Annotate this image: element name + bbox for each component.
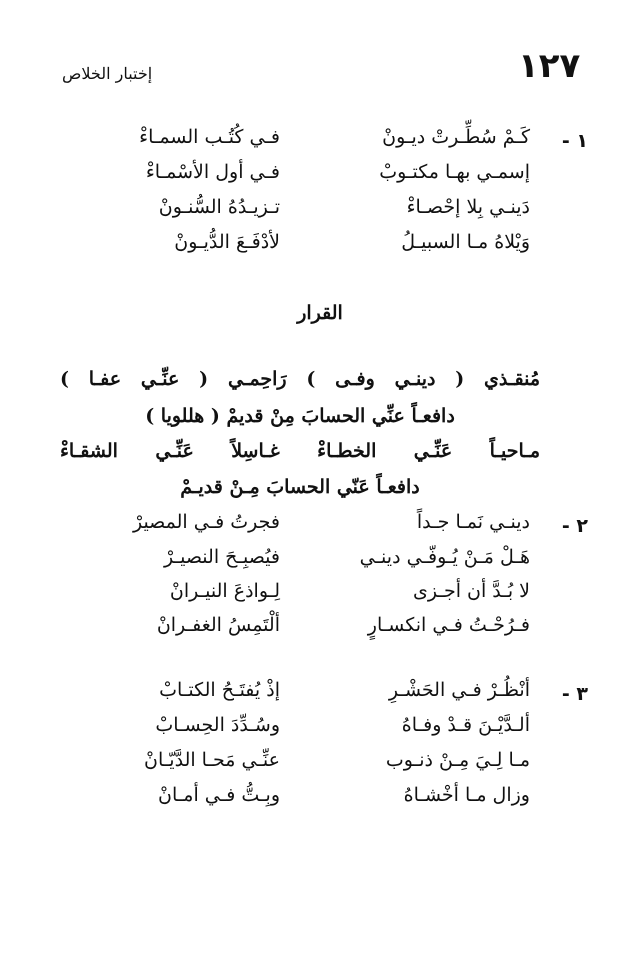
verse-first-half: وزال مـا أخْشـاهُ (403, 784, 530, 806)
verse-second-half: فـي أول الأسْمـاءْ (145, 161, 280, 183)
verse-line (60, 679, 530, 713)
verse-second-half: وسُـدِّدَ الحِسـابْ (155, 714, 280, 736)
verse-line (60, 161, 530, 195)
running-title: إختبار الخلاص (62, 64, 153, 83)
verse-second-half: فجرتُ فـي المصيرْ (132, 511, 280, 533)
chorus-line: مـاحيـاً عَنِّـي الخطـاءْ غـاسِلاً عَنِّـي الشقـاءْ (60, 440, 540, 462)
verse-first-half: ألـدَّيْـنَ قـدْ وفـاهُ (401, 714, 530, 736)
verse-second-half: فيُصبِـحَ النصيـرْ (164, 546, 280, 568)
verse-line (60, 749, 530, 783)
verse-second-half: لأدْفَـعَ الدُّيـونْ (174, 231, 280, 253)
verse-line (60, 784, 530, 818)
verse-line (60, 714, 530, 748)
chorus-line: دافعـاً عَنّي الحسابَ مِـنْ قديـمْ (180, 476, 420, 498)
page-number: ١٢٧ (518, 46, 581, 86)
verse-first-half: فـرُحْـتُ فـي انكسـارٍ (367, 614, 530, 636)
verse-second-half: ألْتَمِسُ الغفـرانْ (156, 614, 280, 636)
verse-first-half: أنْظُـرْ فـي الحَشْـرِ (388, 679, 530, 701)
verse-line (60, 546, 530, 580)
verse-first-half: مـا لِـيَ مِـنْ ذنـوب (385, 749, 530, 771)
chorus-line: مُنقـذي ( دينـي وفـى ) رَاحِمـي ( عنِّـي عفـا ) (60, 368, 540, 390)
chorus-title: القرار (297, 302, 343, 324)
chorus-line: دافعـاً عنِّي الحسابَ مِنْ قديمْ ( هللويا ) (145, 405, 455, 427)
verse-first-half: كَـمْ سُطِّـرتْ ديـونْ (382, 126, 530, 148)
stanza-number: ٢ - (561, 515, 588, 537)
stanza-number: ٣ - (561, 683, 588, 705)
verse-first-half: دَينـي بِلا إحْصـاءْ (406, 196, 530, 218)
verse-line (60, 614, 530, 648)
verse-second-half: تـزيـدُهُ السُّنـونْ (158, 196, 280, 218)
verse-first-half: هَـلْ مَـنْ يُـوفّـي دينـي (359, 546, 530, 568)
verse-second-half: عنِّـي مَحـا الدَّيّـانْ (144, 749, 280, 771)
verse-second-half: لِـواذعَ النيـرانْ (169, 580, 280, 602)
verse-first-half: إسمـي بهـا مكتـوبْ (379, 161, 530, 183)
verse-line (60, 126, 530, 160)
verse-second-half: وبِـتُّ فـي أمـانْ (157, 784, 280, 806)
verse-first-half: دينـي نَمـا جـداً (416, 511, 530, 533)
verse-line (60, 580, 530, 614)
stanza-number: ١ - (561, 130, 588, 152)
verse-second-half: إذْ يُفتَـحُ الكتـابْ (159, 679, 280, 701)
verse-first-half: لا بُـدَّ أن أجـزى (413, 580, 530, 602)
verse-line (60, 231, 530, 265)
verse-line (60, 196, 530, 230)
verse-line (60, 511, 530, 545)
verse-second-half: فـي كُتُـب السمـاءْ (139, 126, 280, 148)
verse-first-half: وَيْلاهُ مـا السبيـلُ (401, 231, 530, 253)
